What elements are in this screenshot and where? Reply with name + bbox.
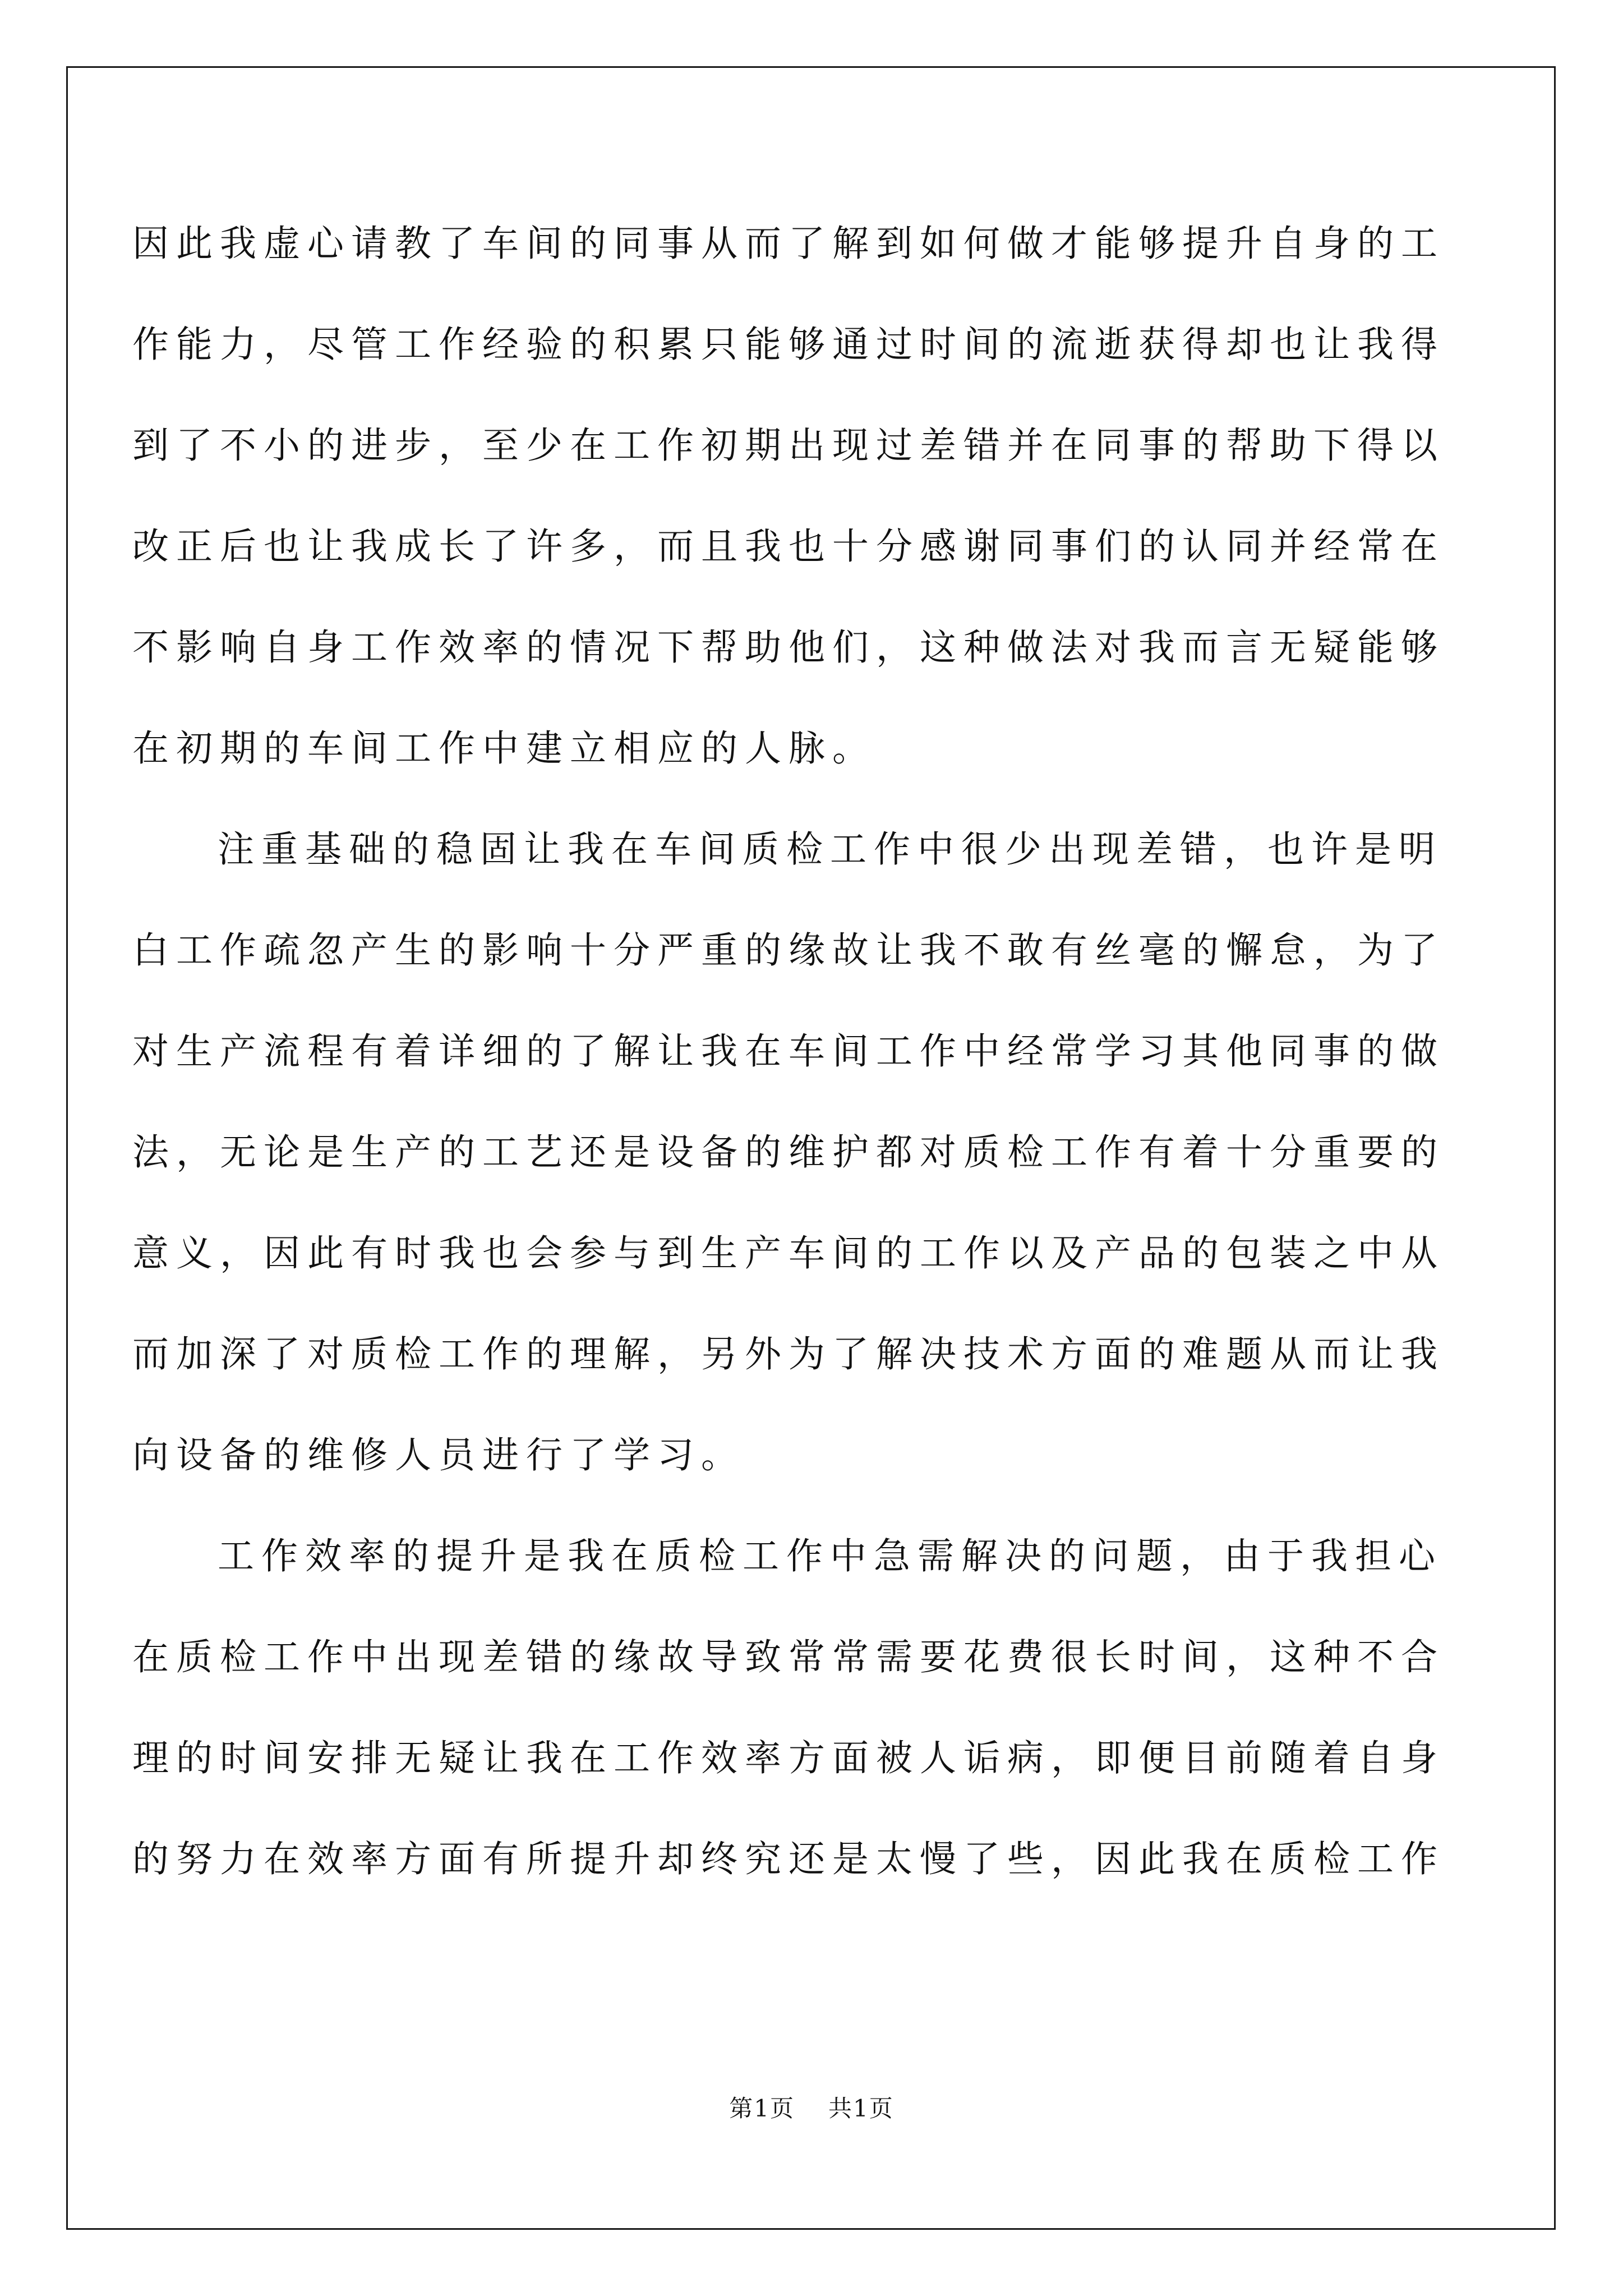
text-line: 改正后也让我成长了许多，而且我也十分感谢同事们的认同并经常在 — [132, 526, 1445, 568]
text-line: 对生产流程有着详细的了解让我在车间工作中经常学习其他同事的做 — [132, 1030, 1445, 1073]
text-line: 向设备的维修人员进行了学习。 — [132, 1434, 745, 1476]
text-line: 而加深了对质检工作的理解，另外为了解决技术方面的难题从而让我 — [132, 1333, 1445, 1375]
document-body — [132, 194, 1445, 1910]
text-line: 意义，因此有时我也会参与到生产车间的工作以及产品的包装之中从 — [132, 1232, 1445, 1274]
text-line: 法，无论是生产的工艺还是设备的维护都对质检工作有着十分重要的 — [132, 1131, 1445, 1174]
text-line: 不影响自身工作效率的情况下帮助他们，这种做法对我而言无疑能够 — [132, 627, 1445, 669]
text-line: 在质检工作中出现差错的缘故导致常常需要花费很长时间，这种不合 — [132, 1636, 1445, 1678]
page-footer — [0, 2090, 1623, 2124]
text-line: 工作效率的提升是我在质检工作中急需解决的问题，由于我担心 — [218, 1535, 1443, 1577]
page-number-total: 共1页 — [828, 2095, 894, 2122]
text-line: 作能力，尽管工作经验的积累只能够通过时间的流逝获得却也让我得 — [132, 324, 1445, 366]
text-line: 注重基础的稳固让我在车间质检工作中很少出现差错，也许是明 — [218, 829, 1443, 871]
text-line: 的努力在效率方面有所提升却终究还是太慢了些，因此我在质检工作 — [132, 1838, 1445, 1880]
page-number-current: 第1页 — [729, 2095, 795, 2122]
text-line: 因此我虚心请教了车间的同事从而了解到如何做才能够提升自身的工 — [132, 223, 1445, 265]
text-line: 白工作疏忽产生的影响十分严重的缘故让我不敢有丝毫的懈怠，为了 — [132, 930, 1445, 972]
text-line: 理的时间安排无疑让我在工作效率方面被人诟病，即便目前随着自身 — [132, 1737, 1445, 1779]
text-line: 到了不小的进步，至少在工作初期出现过差错并在同事的帮助下得以 — [132, 425, 1445, 467]
text-line: 在初期的车间工作中建立相应的人脉。 — [132, 728, 877, 770]
